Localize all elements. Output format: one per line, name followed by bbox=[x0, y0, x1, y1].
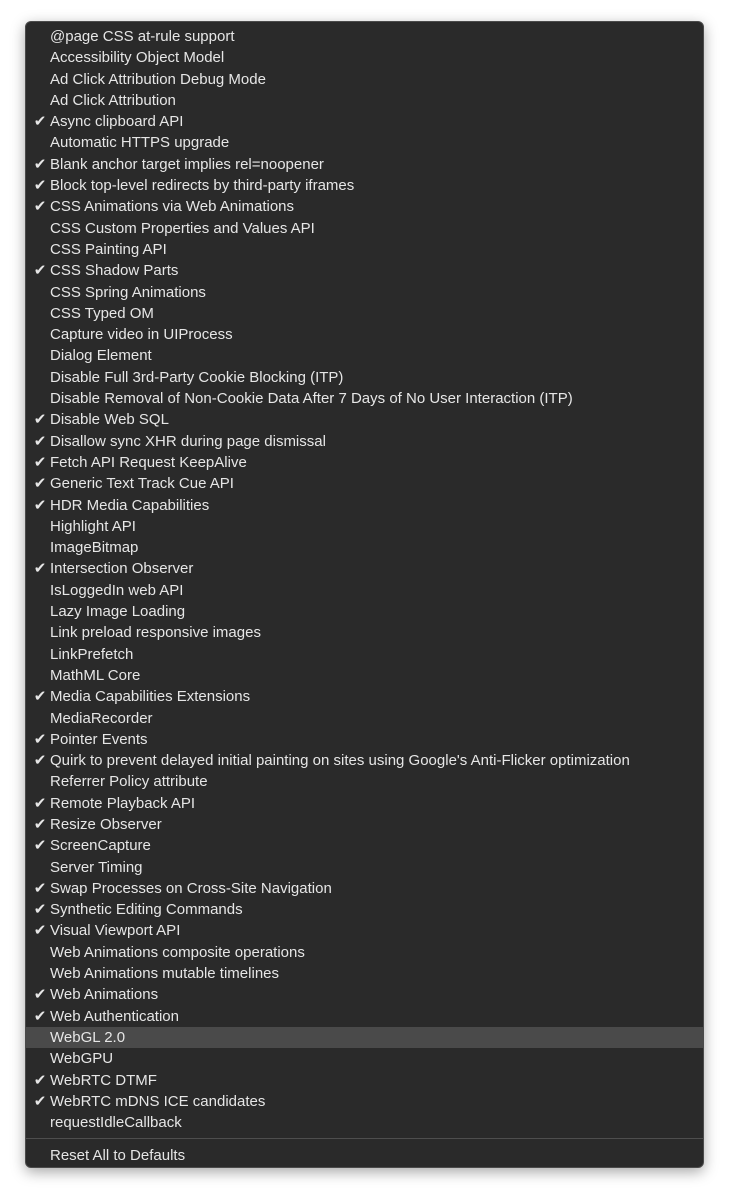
checkmark-icon: ✔ bbox=[33, 453, 47, 471]
menu-item-imagebitmap[interactable] bbox=[26, 537, 703, 558]
menu-item-label: Web Animations composite operations bbox=[50, 943, 305, 961]
menu-item-css-typed-om[interactable] bbox=[26, 303, 703, 324]
menu-item-dialog-element[interactable] bbox=[26, 345, 703, 366]
checkmark-icon: ✔ bbox=[33, 198, 47, 216]
menu-item-css-spring-animations[interactable] bbox=[26, 282, 703, 303]
menu-item-label: WebRTC DTMF bbox=[50, 1071, 157, 1089]
menu-item-async-clipboard-api[interactable] bbox=[26, 111, 703, 132]
menu-item-label: Disallow sync XHR during page dismissal bbox=[50, 432, 326, 450]
menu-item-intersection-observer[interactable] bbox=[26, 558, 703, 579]
menu-item-mediarecorder[interactable] bbox=[26, 708, 703, 729]
menu-item-disable-removal-of-non-cookie-data-after-7-days-of-no-user-interaction-itp[interactable] bbox=[26, 388, 703, 409]
checkmark-icon: ✔ bbox=[33, 752, 47, 770]
menu-item-label: CSS Painting API bbox=[50, 240, 167, 258]
menu-item-linkprefetch[interactable] bbox=[26, 644, 703, 665]
menu-item-webgl-2-0[interactable] bbox=[26, 1027, 703, 1048]
checkmark-icon: ✔ bbox=[33, 262, 47, 280]
menu-item-label: Blank anchor target implies rel=noopener bbox=[50, 155, 324, 173]
checkmark-icon: ✔ bbox=[33, 837, 47, 855]
menu-item-label: Async clipboard API bbox=[50, 113, 184, 131]
menu-item-label: Capture video in UIProcess bbox=[50, 326, 233, 344]
menu-item-media-capabilities-extensions[interactable] bbox=[26, 686, 703, 707]
menu-item-label: HDR Media Capabilities bbox=[50, 496, 210, 514]
menu-item-webrtc-mdns-ice-candidates[interactable] bbox=[26, 1091, 703, 1112]
menu-item-mathml-core[interactable] bbox=[26, 665, 703, 686]
reset-all-to-defaults-menu-item[interactable] bbox=[26, 1145, 703, 1166]
menu-item-disable-full-3rd-party-cookie-blocking-itp[interactable] bbox=[26, 367, 703, 388]
menu-item-quirk-to-prevent-delayed-initial-painting-on-sites-using-google-s-anti-flicker-optimization[interactable] bbox=[26, 750, 703, 771]
menu-item-webgpu[interactable] bbox=[26, 1048, 703, 1069]
menu-item-label: Fetch API Request KeepAlive bbox=[50, 453, 247, 471]
checkmark-icon: ✔ bbox=[33, 815, 47, 833]
menu-item-visual-viewport-api[interactable] bbox=[26, 920, 703, 941]
menu-item-label: Highlight API bbox=[50, 517, 136, 535]
checkmark-icon: ✔ bbox=[33, 496, 47, 514]
menu-item-label: Synthetic Editing Commands bbox=[50, 901, 243, 919]
menu-item-label: Referrer Policy attribute bbox=[50, 773, 208, 791]
menu-item-label: @page CSS at-rule support bbox=[50, 28, 235, 45]
menu-item-isloggedin-web-api[interactable] bbox=[26, 580, 703, 601]
menu-item-label: Intersection Observer bbox=[50, 560, 194, 578]
menu-item-label: MediaRecorder bbox=[50, 709, 153, 727]
menu-item-requestidlecallback[interactable] bbox=[26, 1112, 703, 1133]
menu-item-label: Lazy Image Loading bbox=[50, 603, 186, 621]
menu-item-web-animations[interactable] bbox=[26, 984, 703, 1005]
menu-item-swap-processes-on-cross-site-navigation[interactable] bbox=[26, 878, 703, 899]
menu-item-page-css-at-rule-support[interactable] bbox=[26, 26, 703, 47]
menu-item-label: CSS Custom Properties and Values API bbox=[50, 219, 315, 237]
menu-item-lazy-image-loading[interactable] bbox=[26, 601, 703, 622]
menu-item-css-shadow-parts[interactable] bbox=[26, 260, 703, 281]
menu-item-fetch-api-request-keepalive[interactable] bbox=[26, 452, 703, 473]
menu-item-label: Disable Web SQL bbox=[50, 411, 169, 429]
checkmark-icon: ✔ bbox=[33, 1071, 47, 1089]
menu-item-remote-playback-api[interactable] bbox=[26, 793, 703, 814]
menu-item-pointer-events[interactable] bbox=[26, 729, 703, 750]
menu-item-label: Media Capabilities Extensions bbox=[50, 688, 251, 706]
menu-item-automatic-https-upgrade[interactable] bbox=[26, 132, 703, 153]
menu-item-label: Dialog Element bbox=[50, 347, 152, 365]
menu-item-label: Resize Observer bbox=[50, 815, 162, 833]
menu-item-webrtc-dtmf[interactable] bbox=[26, 1070, 703, 1091]
checkmark-icon: ✔ bbox=[33, 432, 47, 450]
menu-item-disable-web-sql[interactable] bbox=[26, 409, 703, 430]
checkmark-icon: ✔ bbox=[33, 986, 47, 1004]
menu-item-web-animations-composite-operations[interactable] bbox=[26, 942, 703, 963]
menu-item-label: CSS Animations via Web Animations bbox=[50, 198, 295, 216]
menu-item-label: Reset All to Defaults bbox=[50, 1147, 186, 1165]
menu-item-css-painting-api[interactable] bbox=[26, 239, 703, 260]
menu-item-label: IsLoggedIn web API bbox=[50, 581, 184, 599]
checkmark-icon: ✔ bbox=[33, 688, 47, 706]
menu-item-label: Automatic HTTPS upgrade bbox=[50, 134, 230, 152]
menu-item-hdr-media-capabilities[interactable] bbox=[26, 495, 703, 516]
menu-item-label: WebGL 2.0 bbox=[50, 1028, 126, 1046]
checkmark-icon: ✔ bbox=[33, 113, 47, 131]
menu-item-link-preload-responsive-images[interactable] bbox=[26, 622, 703, 643]
checkmark-icon: ✔ bbox=[33, 560, 47, 578]
menu-item-ad-click-attribution[interactable] bbox=[26, 90, 703, 111]
experimental-features-menu bbox=[25, 21, 704, 1168]
menu-item-server-timing[interactable] bbox=[26, 857, 703, 878]
checkmark-icon: ✔ bbox=[33, 879, 47, 897]
menu-item-label: CSS Spring Animations bbox=[50, 283, 206, 301]
menu-item-label: Ad Click Attribution Debug Mode bbox=[50, 70, 266, 88]
menu-items-list bbox=[26, 22, 703, 1133]
menu-item-web-authentication[interactable] bbox=[26, 1006, 703, 1027]
menu-item-accessibility-object-model[interactable] bbox=[26, 47, 703, 68]
menu-item-disallow-sync-xhr-during-page-dismissal[interactable] bbox=[26, 431, 703, 452]
menu-item-label: MathML Core bbox=[50, 666, 141, 684]
menu-item-label: requestIdleCallback bbox=[50, 1114, 182, 1132]
checkmark-icon: ✔ bbox=[33, 1007, 47, 1025]
menu-item-capture-video-in-uiprocess[interactable] bbox=[26, 324, 703, 345]
checkmark-icon: ✔ bbox=[33, 794, 47, 812]
menu-separator bbox=[26, 1138, 703, 1139]
checkmark-icon: ✔ bbox=[33, 922, 47, 940]
menu-item-label: Quirk to prevent delayed initial painting on sites using Google's Anti-Flicker optimization bbox=[50, 752, 630, 770]
menu-item-label: Web Animations mutable timelines bbox=[50, 965, 279, 983]
menu-item-label: ScreenCapture bbox=[50, 837, 151, 855]
menu-item-label: Disable Full 3rd-Party Cookie Blocking (ITP) bbox=[50, 368, 344, 386]
menu-item-label: Ad Click Attribution bbox=[50, 91, 176, 109]
menu-item-label: Swap Processes on Cross-Site Navigation bbox=[50, 879, 332, 897]
menu-item-label: Server Timing bbox=[50, 858, 143, 876]
checkmark-icon: ✔ bbox=[33, 177, 47, 195]
checkmark-icon: ✔ bbox=[33, 730, 47, 748]
menu-item-css-animations-via-web-animations[interactable] bbox=[26, 196, 703, 217]
menu-item-block-top-level-redirects-by-third-party-iframes[interactable] bbox=[26, 175, 703, 196]
menu-item-label: WebGPU bbox=[50, 1050, 114, 1068]
menu-item-label: Remote Playback API bbox=[50, 794, 196, 812]
menu-item-web-animations-mutable-timelines[interactable] bbox=[26, 963, 703, 984]
menu-item-highlight-api[interactable] bbox=[26, 516, 703, 537]
checkmark-icon: ✔ bbox=[33, 1092, 47, 1110]
menu-item-resize-observer[interactable] bbox=[26, 814, 703, 835]
menu-item-label: ImageBitmap bbox=[50, 539, 139, 557]
menu-item-screencapture[interactable] bbox=[26, 835, 703, 856]
menu-item-label: Accessibility Object Model bbox=[50, 49, 225, 67]
menu-item-label: Disable Removal of Non-Cookie Data After 7 Days of No User Interaction (ITP) bbox=[50, 390, 573, 408]
menu-item-label: LinkPrefetch bbox=[50, 645, 134, 663]
checkmark-icon: ✔ bbox=[33, 155, 47, 173]
checkmark-icon: ✔ bbox=[33, 901, 47, 919]
menu-item-blank-anchor-target-implies-rel-noopener[interactable] bbox=[26, 154, 703, 175]
menu-item-label: Generic Text Track Cue API bbox=[50, 475, 234, 493]
menu-item-label: WebRTC mDNS ICE candidates bbox=[50, 1092, 266, 1110]
menu-item-label: Link preload responsive images bbox=[50, 624, 261, 642]
checkmark-icon: ✔ bbox=[33, 475, 47, 493]
menu-item-ad-click-attribution-debug-mode[interactable] bbox=[26, 69, 703, 90]
menu-item-label: Pointer Events bbox=[50, 730, 148, 748]
menu-item-generic-text-track-cue-api[interactable] bbox=[26, 473, 703, 494]
menu-item-synthetic-editing-commands[interactable] bbox=[26, 899, 703, 920]
checkmark-icon: ✔ bbox=[33, 411, 47, 429]
menu-item-referrer-policy-attribute[interactable] bbox=[26, 771, 703, 792]
menu-item-label: Block top-level redirects by third-party iframes bbox=[50, 177, 355, 195]
menu-item-label: Web Animations bbox=[50, 986, 159, 1004]
menu-item-label: Web Authentication bbox=[50, 1007, 179, 1025]
menu-item-css-custom-properties-and-values-api[interactable] bbox=[26, 218, 703, 239]
menu-item-label: Visual Viewport API bbox=[50, 922, 181, 940]
menu-item-label: CSS Shadow Parts bbox=[50, 262, 179, 280]
menu-item-label: CSS Typed OM bbox=[50, 304, 154, 322]
